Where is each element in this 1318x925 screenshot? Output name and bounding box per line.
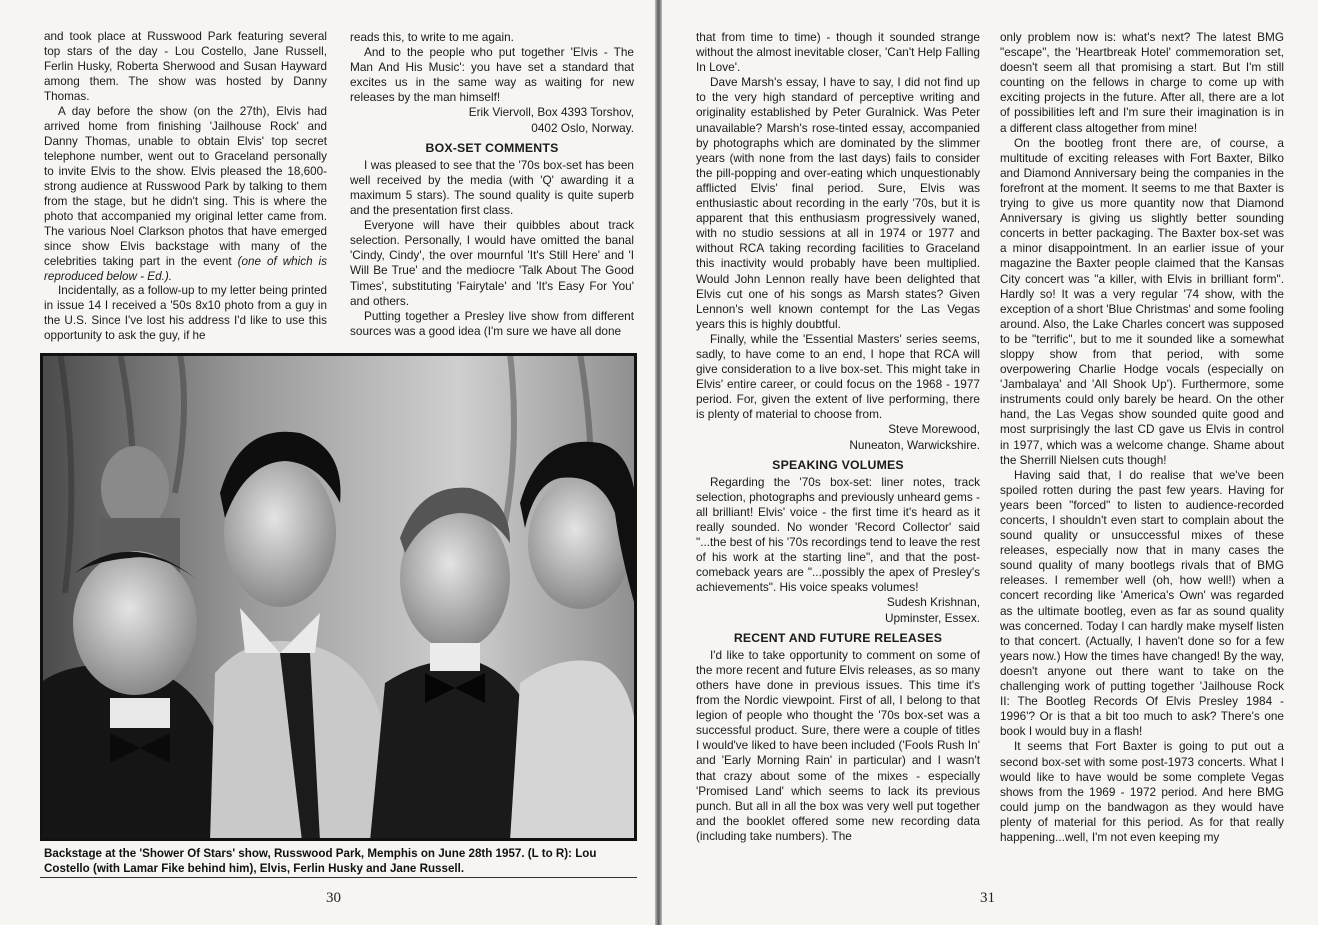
left-page [0,0,655,925]
backstage-photo [40,353,637,841]
left-column-2 [350,30,634,339]
page-number: 31 [980,890,995,906]
photo-caption: Backstage at the 'Shower Of Stars' show, Russwood Park, Memphis on June 28th 1957. (L to R): Lou Costello (with Lamar Fike behind him), Elvis, Ferlin Husky and Jane Russell. [44,847,597,875]
paragraph: reads this, to write to me again. [350,30,514,44]
right-column-1 [696,30,980,844]
editor-note: (one of which is reproduced below - Ed.). [44,254,327,283]
binding-gutter [655,0,662,925]
paragraph: Dave Marsh's essay, I have to say, I did not find up to the very high standard of perceptive writing and originality established by Peter Guralnick. Was Peter unavailable? Marsh's rose-tinted essay, accompanied by photographs which are dominated by the slimmer years (with none from the last days) fails to consider the pill-popping and over-eating which unquestionably afflicted Elvis' final period. Sure, Elvis was enthusiastic about recording in the early '70s, but it is apparent that this enthusiasm progressively waned, with no studio sessions at all in 1974 or 1977 and without RCA taking recording facilities to Graceland this inactivity would probably have been multiplied. Would John Lennon really have been delighted that Elvis cut one of his songs as Marsh states? Given Lennon's well known contempt for the Las Vegas years this is highly doubtful. [696,75,980,331]
paragraph: Putting together a Presley live show from different sources was a good idea (I'm sure we have all done [350,308,634,338]
paragraph: And to the people who put together 'Elvis - The Man And His Music': you have set a standard that excites us in the same way as waiting for new releases by the man himself! [350,45,634,105]
section-heading: SPEAKING VOLUMES [772,457,904,472]
right-page [662,0,1318,925]
paragraph: only problem now is: what's next? The latest BMG "escape", the 'Heartbreak Hotel' commemoration set, doesn't seem all that promising a start. But I'm still counting on the fellows in charge to come up with exciting projects in the future. After all, there are a lot of possibilities left and I'm sure their imagination is in a different class altogether from mine! [1000,30,1284,135]
signature-name: Steve Morewood, [888,422,980,437]
signature-location: Upminster, Essex. [884,610,980,625]
paragraph: I was pleased to see that the '70s box-set has been well received by the media (with 'Q' awarding it a maximum 5 stars). The sound quality is quite superb and the presentation first class. [350,157,634,218]
paragraph: It seems that Fort Baxter is going to put out a second box-set with some post-1973 concerts. What I would like to have would be some complete Vegas shows from the 1969 - 1972 period. And here BMG could jump on the bandwagon as they would have plenty of material for this period. As for that really happening...well, I'm not even keeping my [1000,739,1284,844]
paragraph [44,105,327,285]
paragraph: I'd like to take opportunity to comment on some of the more recent and future Elvis releases, as so many others have done in previous issues. This time it's from the Nordic viewpoint. First of all, I belong to that legion of people who thought the '70s box-set was a successful product. Sure, there were a couple of titles I would've liked to have been included ('Fools Rush In' and 'Early Morning Rain' in particular) and I wasn't that crazy about some of the mixes - especially 'Promised Land' which seems to lack its previous punch. But all in all the box was very well put together and the booklet offered some new recording data (including take numbers). The [696,647,980,843]
left-column-1 [44,30,327,344]
signature-name: Erik Viervoll, Box 4393 Torshov, [468,105,634,120]
right-column-2 [1000,30,1284,845]
paragraph: and took place at Russwood Park featuring several top stars of the day - Lou Costello, Jane Russell, Ferlin Husky, Roberta Sherwood and Susan Hayward among them. The show was hosted by Danny Thomas. [44,30,327,103]
signature-location: Nuneaton, Warwickshire. [849,437,980,452]
paragraph: Everyone will have their quibbles about track selection. Personally, I would have omitted the banal 'Cindy, Cindy', the over mournful 'It's Still Here' and 'I Will Be True' and the mediocre 'Talk About The Good Times', substituting 'Fairytale' and 'It's Easy For You' and others. [350,218,634,308]
paragraph: Incidentally, as a follow-up to my letter being printed in issue 14 I received a '50s 8x10 photo from a guy in the U.S. Since I've lost his address I'd like to use this opportunity to ask the guy, if he [44,284,327,343]
section-heading: BOX-SET COMMENTS [425,140,559,155]
paragraph: Finally, while the 'Essential Masters' series seems, sadly, to have come to an end, I hope that RCA will give consideration to a live box-set. This might take in Elvis' entire career, or could focus on the 1968 - 1977 period. For, given the extent of live performing, there is plenty of material to choose from. [696,331,980,422]
paragraph-text: A day before the show (on the 27th), Elvis had arrived home from finishing 'Jailhouse Rock' and Danny Thomas, unable to obtain Elvis' top secret telephone number, went out to Graceland personally to invite Elvis to the show. Elvis pleased the 18,600-strong audience at Russwood Park by talking to them from the stage, but he didn't sing. This is where the photo that accompanied my original letter came from. The various Noel Clarkson photos that have emerged since show Elvis backstage with many of the celebrities taking part in the event [44,104,327,268]
section-heading: RECENT AND FUTURE RELEASES [733,630,943,645]
paragraph: that from time to time) - though it sounded strange without the almost inevitable closer, 'Can't Help Falling In Love'. [696,30,980,75]
paragraph: Regarding the '70s box-set: liner notes, track selection, photographs and previously unheard gems - all brilliant! Elvis' voice - the first time it's heard as it really sounded. No wonder 'Record Collector' said "...the best of his '70s recordings tend to leave the rest of his work at the starting line", and that the post-comeback years are "...possibly the apex of Presley's achievements". His voice speaks volumes! [696,474,980,595]
paragraph: Having said that, I do realise that we've been spoiled rotten during the past few years. Having for years been "forced" to listen to audience-recorded concerts, I shouldn't even start to complain about the sound quality or unsuccessful mixes of these releases, especially now that in many cases the sound quality of many bootlegs rivals that of BMG releases. I remember well (oh, how well!) when a concert recording like 'America's Own' was regarded as the ultimate bootleg, even as far as sound quality was concerned. Today I can hardly make myself listen to that concert. (Actually, I haven't done so for a few years now.) How the times have changed! By the way, doesn't anyone out there want to take on the challenging work of putting together 'Jailhouse Rock II: The Bootleg Records Of Elvis Presley 1984 - 1996'? Or is that a bit too much to ask? There's one book I would buy in a flash! [1000,467,1284,739]
page-number: 30 [326,890,341,906]
caption-rule [40,877,637,878]
paragraph: On the bootleg front there are, of course, a multitude of exciting releases with Fort Baxter, Bilko and Diamond Anniversary being the companies in the forefront at the moment. It seems to me that Baxter is trying to give us more quantity now that Diamond Anniversary is giving us slightly better sounding concerts in better packaging. The Baxter box-set was a minor disappointment. In an earlier issue of your magazine the Baxter people claimed that the Kansas City concert was "a killer, with Elvis in brilliant form". Hardly so! It was a very regular '74 show, with the exception of a short 'Blue Christmas' and some fooling around. Also, the Lake Charles concert was supposed to be "terrific", but to me it sounded like a somewhat sloppy show from that period, with some overpowering Charlie Hodge vocals (especially on 'Jambalaya' and 'All Shook Up'). Furthermore, some instruments could only barely be heard. On the other hand, the Las Vegas show sounded quite good and most surprisingly the last CD gave us Elvis in control in 1977, which was a welcome change. Shame about the Sherrill Nielsen cuts though! [1000,135,1284,467]
signature-name: Sudesh Krishnan, [886,595,980,610]
signature-location: 0402 Oslo, Norway. [531,120,634,135]
